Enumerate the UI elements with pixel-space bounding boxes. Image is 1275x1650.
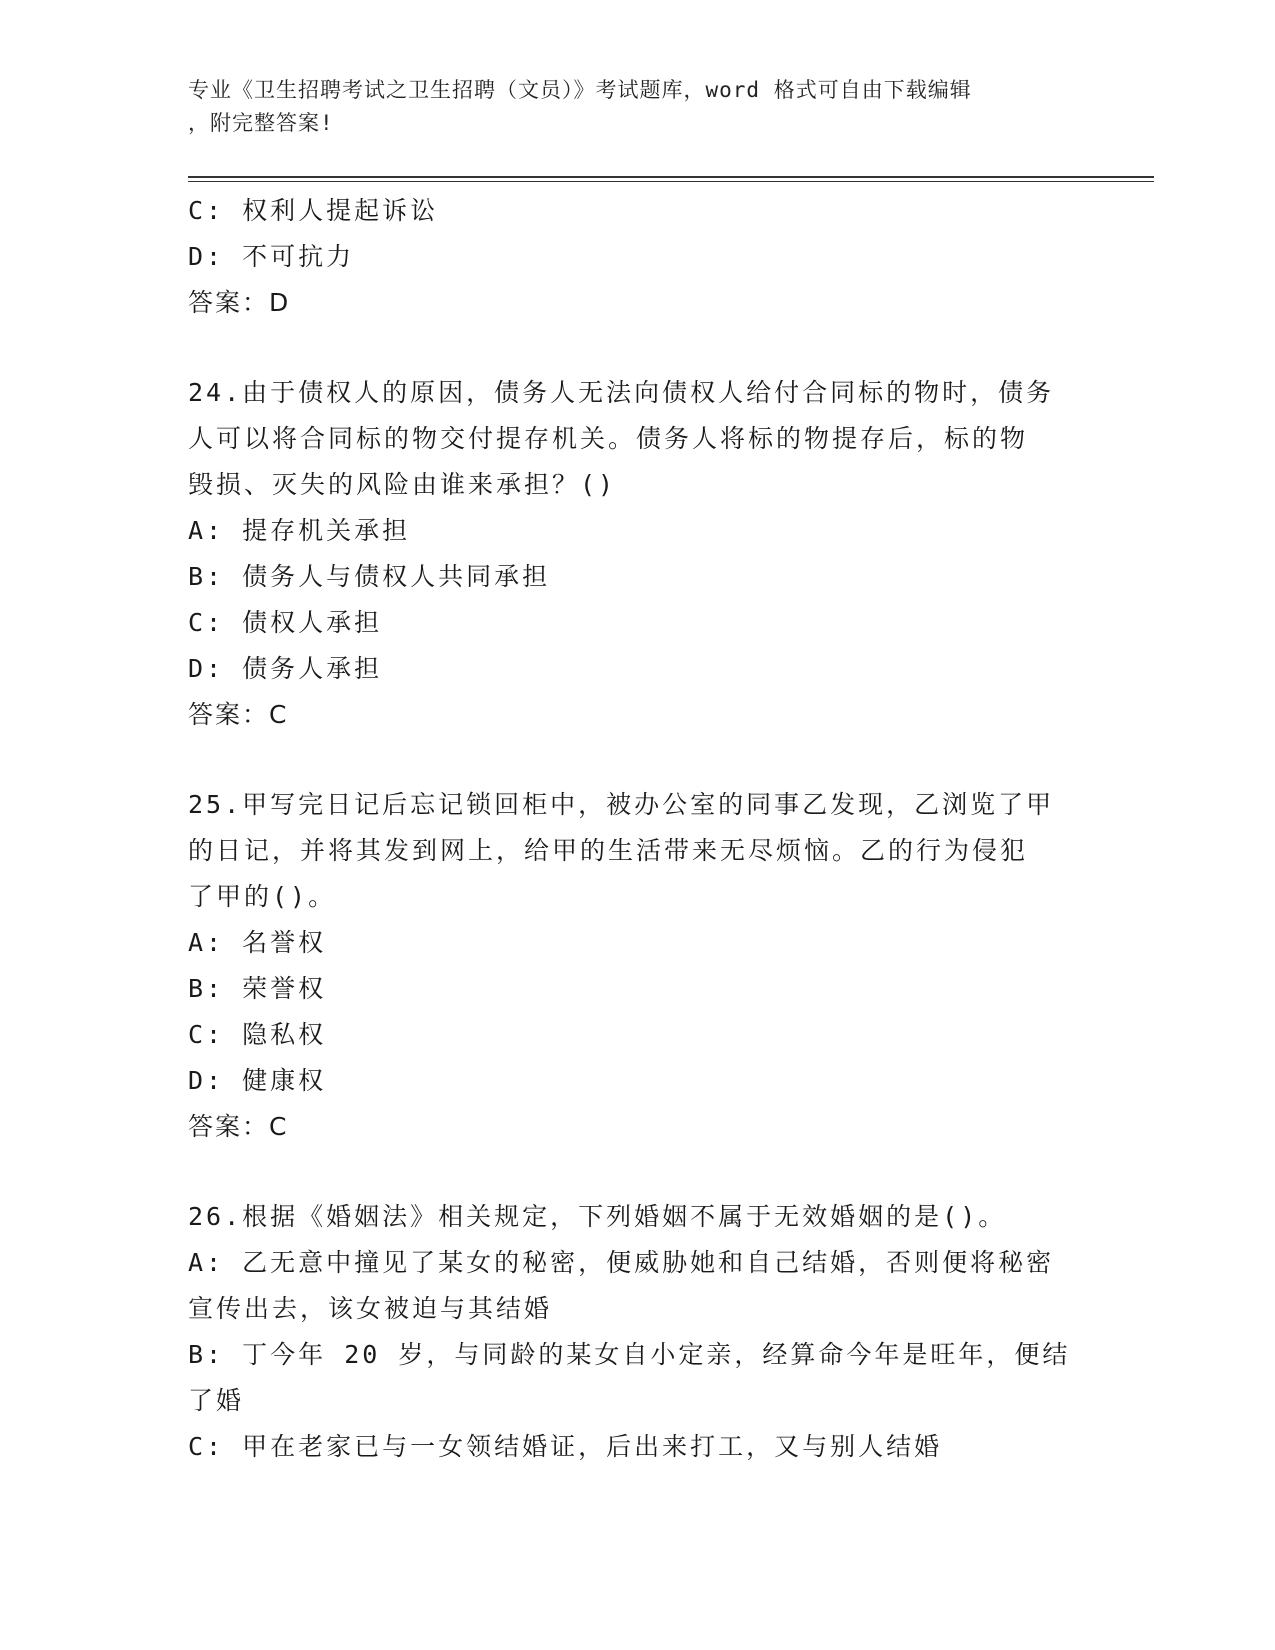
question-25 [188,782,1088,1150]
q25-stem-line-3: 了甲的()。 [188,882,337,911]
q24-answer: 答案：C [188,700,289,729]
q24-option-d: D: 债务人承担 [188,654,383,683]
q25-option-a: A: 名誉权 [188,928,327,957]
question-spacer [188,738,1088,782]
q25-option-c: C: 隐私权 [188,1020,327,1049]
q24-stem-line-1: 24.由于债权人的原因，债务人无法向债权人给付合同标的物时，债务 [188,378,1055,407]
question-24 [188,370,1088,738]
q25-option-d: D: 健康权 [188,1066,327,1095]
q24-option-c: C: 债权人承担 [188,608,383,637]
question-26 [188,1194,1088,1470]
header-line-1: 专业《卫生招聘考试之卫生招聘（文员）》考试题库，word 格式可自由下载编辑 [188,78,972,102]
q26-stem: 26.根据《婚姻法》相关规定，下列婚姻不属于无效婚姻的是()。 [188,1202,1007,1231]
q26-option-b-line-1: B: 丁今年 20 岁，与同龄的某女自小定亲，经算命今年是旺年，便结 [188,1340,1071,1369]
q26-option-b-line-2: 了婚 [188,1386,245,1415]
q24-stem-line-2: 人可以将合同标的物交付提存机关。债务人将标的物提存后，标的物 [188,424,1029,453]
document-body [188,188,1088,1470]
question-spacer [188,326,1088,370]
q25-stem-line-1: 25.甲写完日记后忘记锁回柜中，被办公室的同事乙发现，乙浏览了甲 [188,790,1055,819]
question-spacer [188,1150,1088,1194]
header-divider-thick [188,176,1154,178]
q23-answer: 答案：D [188,288,291,317]
q24-stem-line-3: 毁损、灭失的风险由谁来承担？() [188,470,617,499]
q23-option-d: D: 不可抗力 [188,242,355,271]
q26-option-a-line-2: 宣传出去，该女被迫与其结婚 [188,1294,553,1323]
q23-option-c: C: 权利人提起诉讼 [188,196,439,225]
q25-stem-line-2: 的日记，并将其发到网上，给甲的生活带来无尽烦恼。乙的行为侵犯 [188,836,1029,865]
page-header [188,74,1068,140]
q25-answer: 答案：C [188,1112,289,1141]
q25-option-b: B: 荣誉权 [188,974,327,1003]
q26-option-c: C: 甲在老家已与一女领结婚证，后出来打工，又与别人结婚 [188,1432,943,1461]
question-23 [188,188,1088,326]
q26-option-a-line-1: A: 乙无意中撞见了某女的秘密，便威胁她和自己结婚，否则便将秘密 [188,1248,1055,1277]
header-line-2: ，附完整答案! [188,111,334,135]
q24-option-a: A: 提存机关承担 [188,516,411,545]
header-divider-thin [188,181,1154,182]
q24-option-b: B: 债务人与债权人共同承担 [188,562,551,591]
